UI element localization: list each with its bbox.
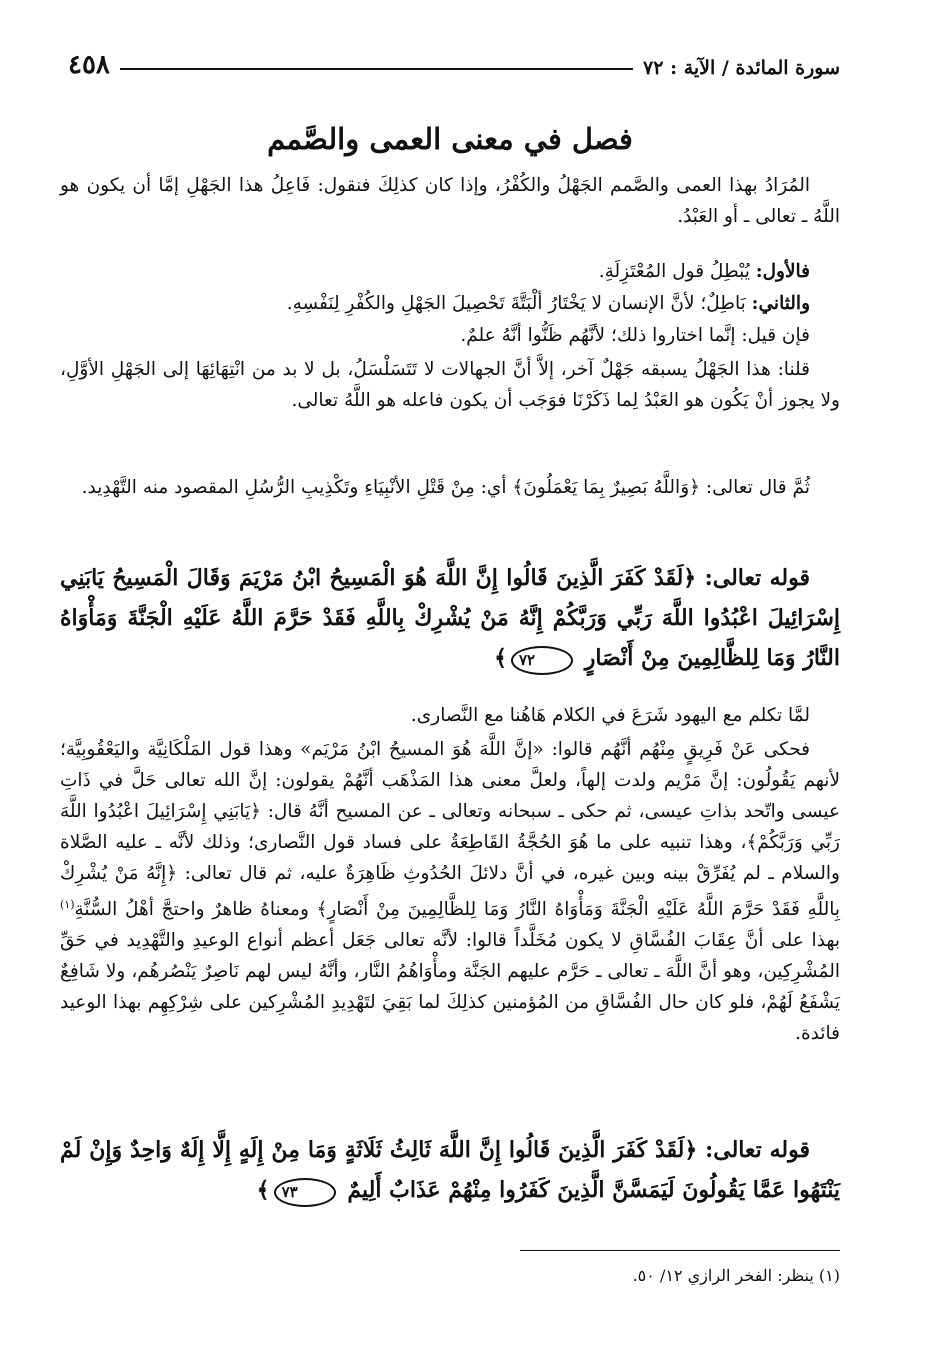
page-number: ٤٥٨: [68, 50, 110, 80]
lead-word: فالأول:: [755, 261, 810, 282]
paragraph-text: بَاطِلٌ؛ لأنَّ الإنسان لا يَخْتَارُ ألْبَتَّةَ تَحْصِيلَ الجَهْلِ والكُفْرِ لِنَفْسِهِ.: [286, 293, 746, 314]
paragraph-intro: [60, 170, 840, 232]
paragraph-second-option: [60, 288, 840, 319]
verse-close-bracket: ﴾: [256, 1177, 270, 1203]
running-header: [60, 38, 840, 78]
header-rule: [120, 68, 633, 70]
paragraph-christian-claims: [60, 734, 840, 1049]
lead-word: والثاني:: [751, 293, 810, 314]
paragraph-transition: [60, 700, 840, 731]
verse-text: ﴿لَقَدْ كَفَرَ الَّذِينَ قَالُوا إِنَّ اللَّهَ ثَالِثُ ثَلَاثَةٍ وَمَا مِنْ إِلَهٍ إِلَّا إِلَهٌ وَاحِدٌ وَإِنْ لَمْ يَنْتَهُوا عَمَّا يَقُولُونَ لَيَمَسَّنَّ الَّذِينَ كَفَرُوا مِنْهُمْ عَذَابٌ أَلِيمٌ: [60, 1137, 840, 1203]
paragraph-text-continued: بهذا على أنَّ عِقَابَ الفُسَّاقِ لا يكون مُخَلَّداً قالوا: لأنَّه تعالى جَعَل أعظم أنواع الوعيدِ والتَّهْدِيد في حَقِّ المُشْرِكِين، وهو أنَّ اللَّهَ ـ تعالى ـ حَرَّم عليهم الجَنَّة ومأْوَاهُمُ النَّار، وأنَّهُ ليس لهم نَاصِرٌ يَنْصُرهُم، ولا شَافِعٌ يَشْفَعُ لَهُمْ، فلو كان حال الفُسَّاقِ من المُؤمنين كذلِكَ لما بَقِيَ لتَهْدِيدِ المُشْرِكين على شِرْكِهِم بهذا الوعيد فائدة.: [60, 930, 840, 1045]
footnote-divider: [520, 1250, 840, 1251]
paragraph-objection: [60, 320, 840, 351]
footnote: (١) ينظر: الفخر الرازي ١٢/ ٥٠.: [632, 1266, 840, 1285]
quran-verse-73: [60, 1130, 840, 1210]
quran-verse-72: [60, 558, 840, 678]
verse-intro: قوله تعالى:: [705, 1137, 811, 1163]
paragraph-text: فحكى عَنْ فَرِيقٍ مِنْهُم أنَّهُم قالوا: «إنَّ اللَّهَ هُوَ المسيحُ ابْنُ مَرْيَم» وهذا قول المَلْكَانِيَّة واليَعْقُوبِيَّة؛ لأنهم يَقُولُون: إنَّ مَرْيم ولدت إلهاً، ولعلَّ معنى هذا المَذْهَب أنَّهُمْ يقولون: إنَّ الله تعالى حَلَّ في ذَاتِ عيسى واتّحد بذاتِ عيسى، ثم حكى ـ سبحانه وتعالى ـ عن المسيح أنَّهُ قال: ﴿يَابَنِي إِسْرَائِيلَ اعْبُدُوا اللَّهَ رَبِّي وَرَبَّكُمْ﴾، وهذا تنبيه على ما هُوَ الحُجَّةُ القَاطِعَةُ على فساد قول النَّصارى؛ وذلك لأنَّه ـ عليه الصَّلاة والسلام ـ لم يُفَرِّقْ بينه وبين غيره، في أنَّ دلائلَ الحُدُوثِ ظَاهِرَةٌ عليه، ثم قال تعالى: ﴿إِنَّهُ مَنْ يُشْرِكْ بِاللَّهِ فَقَدْ حَرَّمَ اللَّهُ عَلَيْهِ الْجَنَّةَ وَمَأْوَاهُ النَّارُ وَمَا لِلظَّالِمِينَ مِنْ أَنْصَارٍ﴾ ومعناهُ ظاهرٌ واحتجَّ أهْلُ السُّنَّةِ: [60, 739, 840, 921]
verse-intro: قوله تعالى:: [704, 565, 811, 591]
paragraph-text: يُبْطِلُ قول المُعْتَزِلَةِ.: [598, 261, 750, 282]
verse-number-badge: ٧٣: [274, 1178, 336, 1207]
section-title: فصل في معنى العمى والصَّمم: [267, 122, 633, 156]
paragraph-verse-comment: [60, 472, 840, 503]
verse-text: ﴿لَقَدْ كَفَرَ الَّذِينَ قَالُوا إِنَّ اللَّهَ هُوَ الْمَسِيحُ ابْنُ مَرْيَمَ وَقَالَ الْمَسِيحُ يَابَنِي إِسْرَائِيلَ اعْبُدُوا اللَّهَ رَبِّي وَرَبَّكُمْ إِنَّهُ مَنْ يُشْرِكْ بِاللَّهِ فَقَدْ حَرَّمَ اللَّهُ عَلَيْهِ الْجَنَّةَ وَمَأْوَاهُ النَّارُ وَمَا لِلظَّالِمِينَ مِنْ أَنْصَارٍ: [60, 565, 840, 671]
verse-number-badge: ٧٢: [511, 646, 573, 675]
verse-close-bracket: ﴾: [494, 645, 507, 671]
paragraph-text: المُرَادُ بهذا العمى والصَّمم الجَهْلُ والكُفْرُ، وإذا كان كذلِكَ فنقول: فَاعِلُ هذا الجَهْلِ إمَّا أن يكون هو اللَّهُ ـ تعالى ـ أو العَبْدُ.: [60, 175, 840, 227]
paragraph-first-option: [60, 256, 840, 287]
header-title: سورة المائدة / الآية : ٧٢: [643, 57, 840, 79]
paragraph-text: ثُمَّ قال تعالى: ﴿وَاللَّهُ بَصِيرٌ بِمَا يَعْمَلُونَ﴾ أي: مِنْ قَتْلِ الأنْبِيَاءِ وتَكْذِيبِ الرُّسُلِ المقصود منه التَّهْدِيد.: [81, 477, 810, 498]
paragraph-text: قلنا: هذا الجَهْلُ يسبقه جَهْلٌ آخر، إلاَّ أنَّ الجهالات لا تَتَسَلْسَلُ، بل لا بد من انْتِهَائِهَا إلى الجَهْلِ الأوَّلِ، ولا يجوز أنْ يَكُون هو العَبْدُ لِما ذَكَرْنَا فوَجَب أن يكون فاعله هو اللَّهُ تعالى.: [60, 359, 840, 411]
paragraph-reply: [60, 354, 840, 416]
book-page: [60, 30, 840, 1350]
paragraph-text: فإن قيل: إنَّما اختاروا ذلك؛ لأنَّهُم ظَنُّوا أنَّهُ علمٌ.: [460, 325, 810, 346]
paragraph-text: لمَّا تكلم مع اليهود شَرَعَ في الكلام هَاهُنا مع النَّصارى.: [410, 705, 810, 726]
footnote-marker: (١): [60, 898, 75, 911]
